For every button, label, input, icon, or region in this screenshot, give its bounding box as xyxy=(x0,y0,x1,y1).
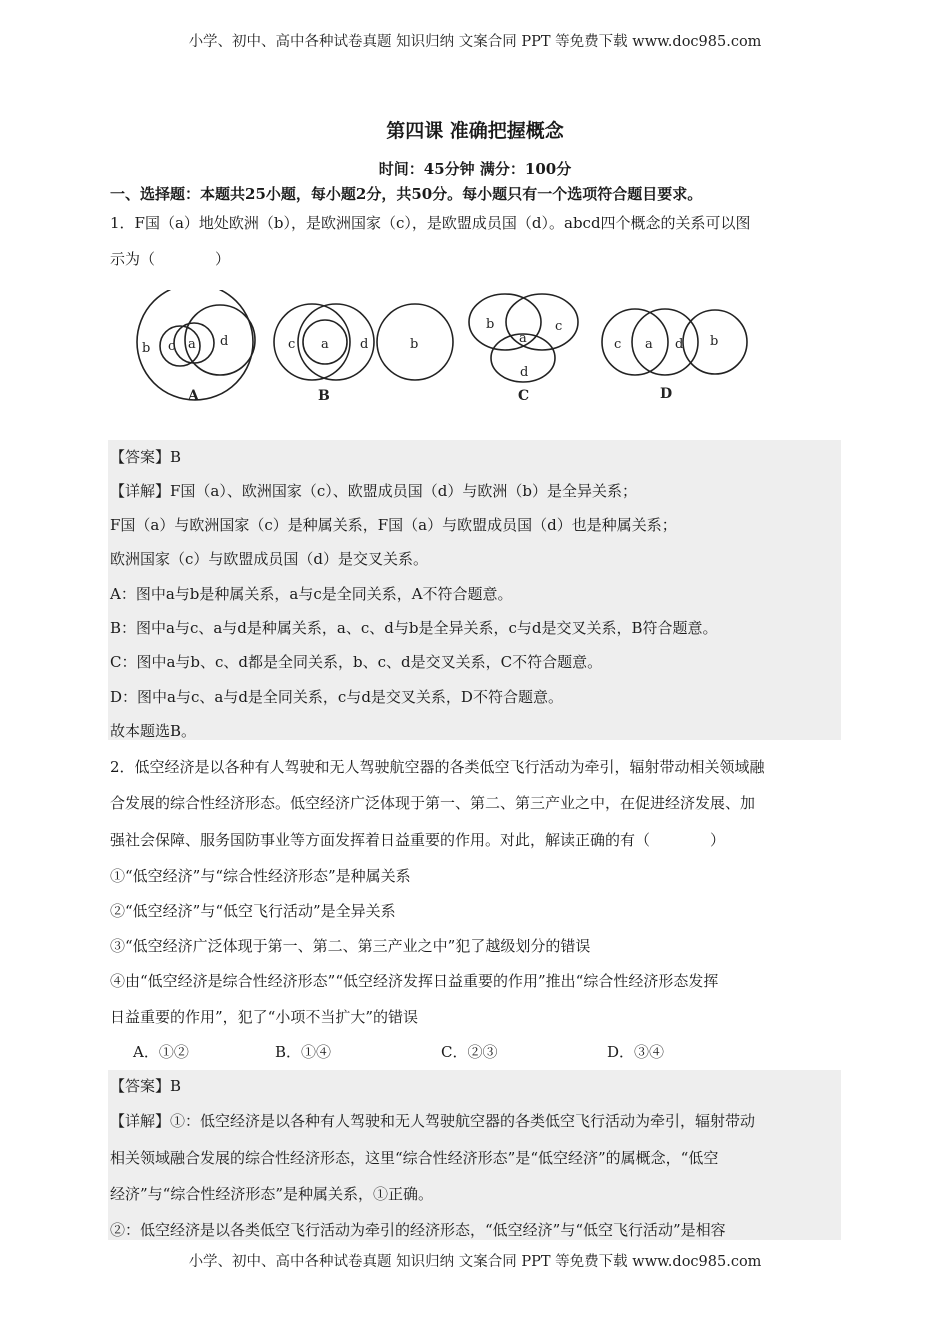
q2-option-a: A．①② xyxy=(133,1043,189,1061)
q1-detail-7: D：图中a与c、a与d是全同关系，c与d是交叉关系，D不符合题意。 xyxy=(110,688,563,706)
q2-item-2: ②“低空经济”与“低空飞行活动”是全异关系 xyxy=(110,902,396,920)
q2-answer: 【答案】B xyxy=(110,1077,182,1095)
exam-meta: 时间：45分钟 满分：100分 xyxy=(378,160,572,178)
page-footer: 小学、初中、高中各种试卷真题 知识归纳 文案合同 PPT 等免费下载 www.doc985.com xyxy=(188,1254,762,1270)
venn-c-label-a: a xyxy=(519,331,527,346)
q1-answer: 【答案】B xyxy=(110,448,182,466)
venn-d-circle-d xyxy=(632,309,698,375)
venn-d-label-a: a xyxy=(645,337,653,352)
q2-stem-line-2: 合发展的综合性经济形态。低空经济广泛体现于第一、第二、第三产业之中，在促进经济发展、加 xyxy=(110,794,756,812)
q1-detail-1: 【详解】F国（a）、欧洲国家（c）、欧盟成员国（d）与欧洲（b）是全异关系； xyxy=(110,482,637,500)
q2-detail-3: 经济”与“综合性经济形态”是种属关系，①正确。 xyxy=(110,1185,434,1203)
venn-c-label-d: d xyxy=(520,365,529,380)
venn-c-label-c: c xyxy=(555,319,563,334)
venn-c-circle-c xyxy=(506,294,578,350)
q1-stem-line-1: 1．F国（a）地处欧洲（b），是欧洲国家（c），是欧盟成员国（d）。abcd四个概念的关系可以图 xyxy=(110,214,751,232)
venn-b-label-d: d xyxy=(360,337,369,352)
venn-b-circle-c xyxy=(274,304,350,380)
venn-d-label-b: b xyxy=(710,334,719,349)
venn-d-label-c: c xyxy=(614,337,622,352)
section-heading: 一、选择题：本题共25小题，每小题2分，共50分。每小题只有一个选项符合题目要求。 xyxy=(110,185,703,203)
q2-item-4-line-2: 日益重要的作用”，犯了“小项不当扩大”的错误 xyxy=(110,1008,419,1026)
venn-c-circle-b xyxy=(469,294,541,350)
page-title: 第四课 准确把握概念 xyxy=(386,120,564,142)
q2-item-3: ③“低空经济广泛体现于第一、第二、第三产业之中”犯了越级划分的错误 xyxy=(110,937,591,955)
venn-a-label-a: a xyxy=(188,337,196,352)
venn-a-label-c: c xyxy=(168,339,176,354)
q1-detail-4: A：图中a与b是种属关系，a与c是全同关系，A不符合题意。 xyxy=(110,585,513,603)
venn-d-circle-c xyxy=(602,309,668,375)
q1-detail-5: B：图中a与c、a与d是种属关系，a、c、d与b是全异关系，c与d是交叉关系，B符合题意。 xyxy=(110,619,718,637)
q1-detail-8: 故本题选B。 xyxy=(110,722,197,740)
q2-option-c: C．②③ xyxy=(441,1043,498,1061)
venn-b-label-c: c xyxy=(288,337,296,352)
q1-detail-3: 欧洲国家（c）与欧盟成员国（d）是交叉关系。 xyxy=(110,550,429,568)
venn-d-label-d: d xyxy=(675,337,684,352)
diagram-caption-c: C xyxy=(518,388,530,404)
q2-option-b: B．①④ xyxy=(275,1043,332,1061)
q2-item-4-line-1: ④由“低空经济是综合性经济形态”“低空经济发挥日益重要的作用”推出“综合性经济形态发挥 xyxy=(110,972,719,990)
diagram-caption-b: B xyxy=(318,388,330,404)
venn-b-label-a: a xyxy=(321,337,329,352)
q2-detail-2: 相关领域融合发展的综合性经济形态，这里“综合性经济形态”是“低空经济”的属概念，“低空 xyxy=(110,1149,719,1167)
page-header: 小学、初中、高中各种试卷真题 知识归纳 文案合同 PPT 等免费下载 www.doc985.com xyxy=(188,34,762,50)
q2-detail-1: 【详解】①：低空经济是以各种有人驾驶和无人驾驶航空器的各类低空飞行活动为牵引，辐射带动 xyxy=(110,1112,756,1130)
q1-detail-6: C：图中a与b、c、d都是全同关系，b、c、d是交叉关系，C不符合题意。 xyxy=(110,653,603,671)
q2-detail-4: ②：低空经济是以各类低空飞行活动为牵引的经济形态，“低空经济”与“低空飞行活动”是相容 xyxy=(110,1221,726,1239)
venn-a-label-d: d xyxy=(220,334,229,349)
venn-a-label-b: b xyxy=(142,341,151,356)
q2-stem-line-1: 2．低空经济是以各种有人驾驶和无人驾驶航空器的各类低空飞行活动为牵引，辐射带动相关领域融 xyxy=(110,758,765,776)
q2-item-1: ①“低空经济”与“综合性经济形态”是种属关系 xyxy=(110,867,411,885)
venn-b-label-b: b xyxy=(410,337,419,352)
q1-detail-2: F国（a）与欧洲国家（c）是种属关系，F国（a）与欧盟成员国（d）也是种属关系； xyxy=(110,516,677,534)
diagram-caption-a: A xyxy=(188,388,199,404)
diagram-caption-d: D xyxy=(660,386,673,402)
q1-stem-line-2: 示为（ ） xyxy=(110,250,231,268)
q2-stem-line-3: 强社会保障、服务国防事业等方面发挥着日益重要的作用。对此，解读正确的有（ ） xyxy=(110,831,726,849)
venn-c-label-b: b xyxy=(486,317,495,332)
q2-option-d: D．③④ xyxy=(607,1043,665,1061)
q1-venn-diagrams xyxy=(130,290,770,410)
